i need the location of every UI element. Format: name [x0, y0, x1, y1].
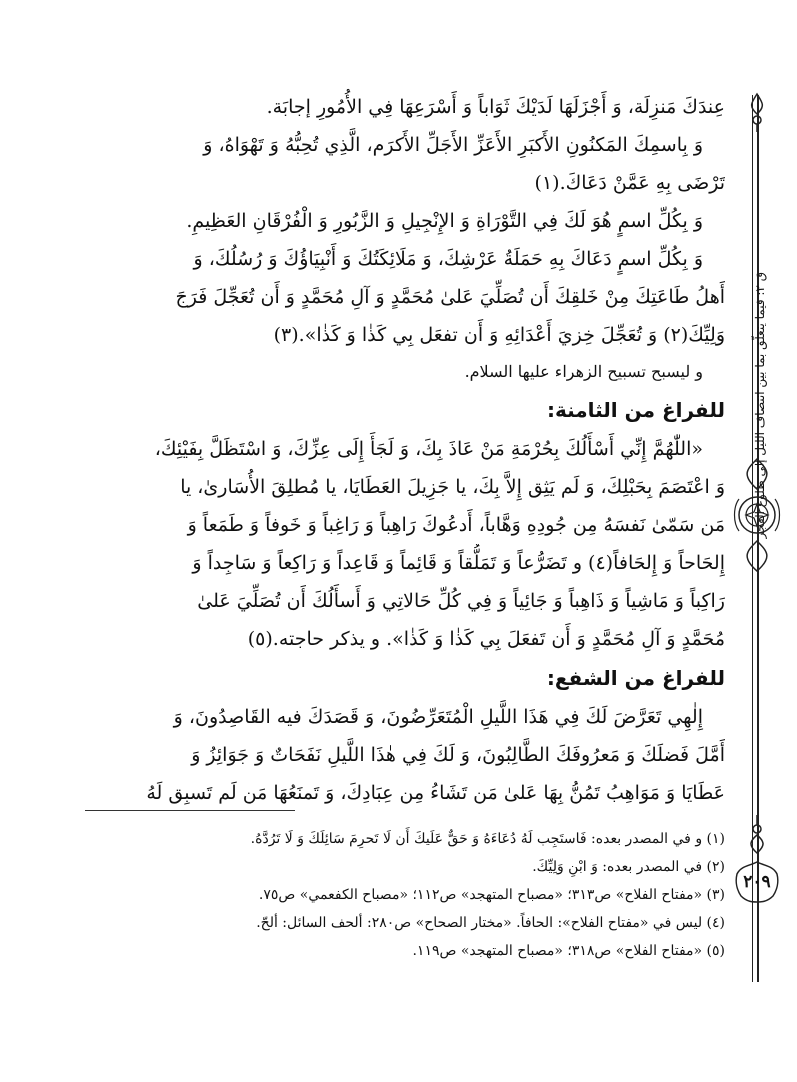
running-head-text: ق ٢: فيما يتعلّق بما بين انتصاف الليل إلى طلوع الفجر: [753, 271, 767, 539]
floral-medallion-ornament: [727, 455, 787, 575]
running-head: [735, 95, 785, 715]
footnote-divider: [85, 810, 295, 811]
text-line: إِلحَاحاً وَ إِلحَافاً(٤) و تَضَرُّعاً وَ تَمَلُّقاً وَ قَائِماً وَ قَاعِداً وَ رَاكِعاً وَ سَاجِداً وَ: [192, 552, 725, 574]
footnote: (٣) «مفتاح الفلاح» ص٣١٣؛ «مصباح المتهجد» ص١١٢؛ «مصباح الكفعمي» ص٧٥.: [258, 887, 725, 903]
text-line: مَن سَمّىٰ نَفسَهُ مِن جُودِهِ وَهَّاباً، أَدعُوكَ رَاهِباً وَ رَاغِباً وَ خَوفاً وَ طَمَعاً وَ: [187, 514, 725, 536]
bottom-finial-ornament: [727, 815, 787, 855]
section-heading-eighth: للفراغ من الثامنة:: [546, 398, 725, 422]
text-line: تَرْضَى بِهِ عَمَّنْ دَعَاكَ.(١): [534, 172, 725, 194]
main-text: [85, 88, 725, 812]
footnote: (٥) «مفتاح الفلاح» ص٣١٨؛ «مصباح المتهجد» ص١١٩.: [412, 943, 725, 959]
text-line: وَ بِكُلِّ اسمٍ دَعَاكَ بِهِ حَمَلَةُ عَرْشِكَ، وَ مَلَائِكَتُكَ وَ أَنْبِيَاؤُكَ وَ رُسُلُكَ، وَ: [193, 248, 703, 270]
text-line: عِندَكَ مَنزِلَة، وَ أَجْزَلَهَا لَدَيْكَ ثَوَاباً وَ أَسْرَعِهَا فِي الأُمُورِ إجابَة.: [266, 96, 725, 118]
text-line: أَهلُ طَاعَتِكَ مِنْ خَلقِكَ أَن تُصَلِّيَ عَلىٰ مُحَمَّدٍ وَ آلِ مُحَمَّدٍ وَ أَن تُعَجِّلَ فَرَجَ: [175, 286, 725, 308]
page-number-frame: [735, 860, 779, 904]
footnote: (٤) ليس في «مفتاح الفلاح»: الحافاً. «مختار الصحاح» ص٢٨٠: ألحف السائل: ألحّ.: [256, 915, 725, 931]
text-line: وَ بِكُلِّ اسمٍ هُوَ لَكَ فِي التَّوْرَاةِ وَ الإِنْجِيلِ وَ الزَّبُورِ وَ الْفُرْقَانِ العَظِيمِ.: [186, 210, 703, 232]
text-line: وَ اعْتَصَمَ بِحَبْلِكَ، وَ لَم يَثِق إِلاَّ بِكَ، يا جَزِيلَ العَطَايَا، يا مُطلِقَ الأُسَارىٰ، يا: [180, 476, 725, 498]
footnote: (١) و في المصدر بعده: فَاستَجِب لَهُ دُعَاءَهُ وَ حَقٌّ عَلَيكَ أَن لَا تَحرِمَ سَائِلَكَ وَ لَا تَرُدَّهُ.: [250, 831, 725, 847]
text-line: أَمَّلَ فَضلَكَ وَ مَعرُوفَكَ الطَّالِبُونَ، وَ لَكَ فِي هٰذَا اللَّيلِ نَفَحَاتٌ وَ جَوَائِزُ وَ: [191, 744, 725, 766]
instruction-line: و ليسبح تسبيح الزهراء عليها السلام.: [464, 362, 703, 381]
text-line: وَ بِاسمِكَ المَكنُونِ الأَكبَرِ الأَعَزِّ الأَجَلِّ الأَكرَم، الَّذِي تُحِبُّهُ وَ تَهْوَاهُ، وَ: [203, 134, 703, 156]
section-heading-shaf: للفراغ من الشفع:: [546, 666, 725, 690]
text-line: عَطَايَا وَ مَوَاهِبُ تَمُنُّ بِهَا عَلىٰ مَن تَشَاءُ مِن عِبَادِكَ، وَ تَمنَعُهَا مَن لَم تَسبِق لَهُ: [146, 782, 725, 804]
text-line: «اللّٰهُمَّ إِنِّي أَسْأَلُكَ بِحُرْمَةِ مَنْ عَاذَ بِكَ، وَ لَجَأَ إِلَى عِزِّكَ، وَ اسْتَظَلَّ بِفَيْئِكَ،: [154, 438, 703, 460]
footnote: (٢) في المصدر بعده: وَ ابْنِ وَلِيِّكَ.: [532, 859, 725, 875]
text-line: مُحَمَّدٍ وَ آلِ مُحَمَّدٍ وَ أَن تَفعَلَ بِي كَذٰا وَ كَذٰا». و يذكر حاجته.(٥): [247, 628, 725, 650]
text-line: رَاكِباً وَ مَاشِياً وَ ذَاهِباً وَ جَائِياً وَ فِي كُلِّ حَالاتِي وَ أَسأَلُكَ أَن تُصَلِّيَ عَلىٰ: [197, 590, 725, 612]
top-finial-ornament: [727, 92, 787, 132]
page-number: ٢٠٩: [743, 872, 771, 892]
footnotes: [85, 810, 725, 965]
text-line: وَلِيِّكَ(٢) وَ تُعَجِّلَ خِزيَ أَعْدَائِهِ وَ أَن تفعَل بِي كَذٰا وَ كَذٰا».(٣): [273, 324, 725, 346]
text-line: إِلٰهِي تَعَرَّضَ لَكَ فِي هَذَا اللَّيلِ الْمُتَعَرِّضُونَ، وَ قَصَدَكَ فيه القَاصِدُونَ، وَ: [173, 706, 703, 728]
